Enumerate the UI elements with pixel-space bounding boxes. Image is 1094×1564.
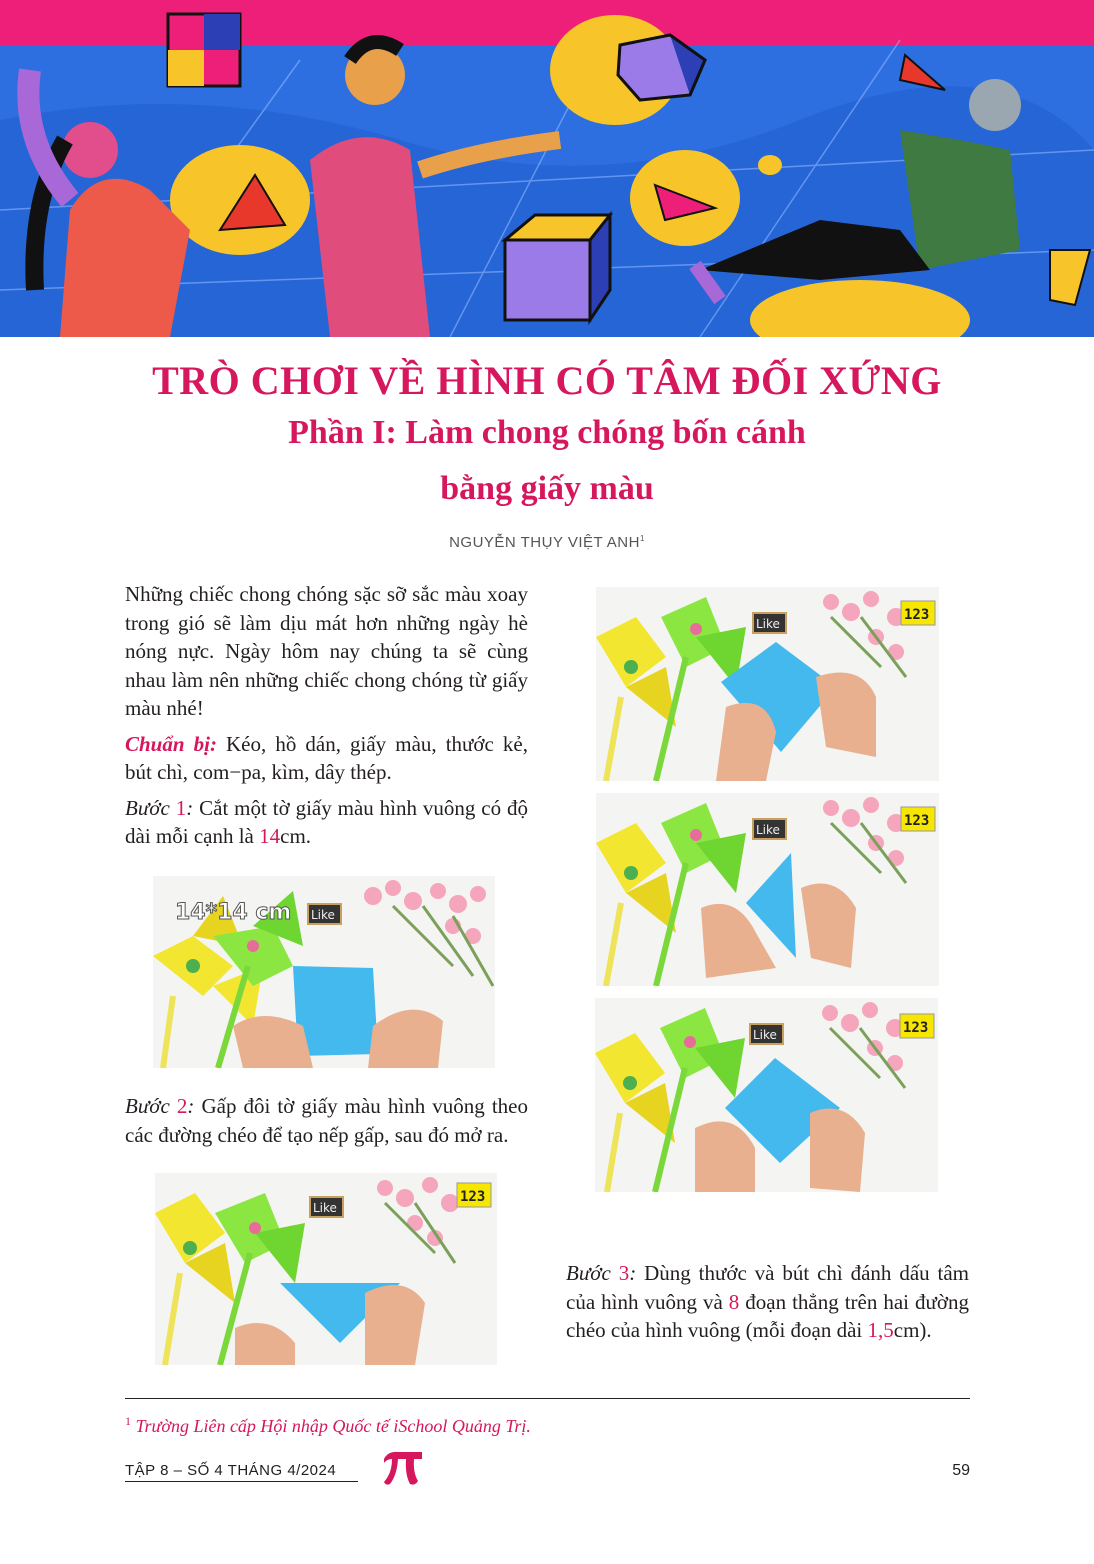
right-column-step3 xyxy=(566,1259,969,1352)
step3-text: Dùng thước và bút chì đánh dấu tâm của hình vuông và xyxy=(566,1261,970,1314)
step2-colon: : xyxy=(187,1094,195,1118)
issue-underline xyxy=(125,1481,358,1482)
photo-step1 xyxy=(153,876,495,1068)
step1-label: Bước xyxy=(125,795,170,820)
step1-paragraph xyxy=(125,794,528,851)
like-sign-text: Like xyxy=(313,1201,337,1215)
article-subtitle-line1: Phần I: Làm chong chóng bốn cánh xyxy=(288,414,806,451)
step3-highlight-count: 8 xyxy=(728,1289,740,1314)
like-sign-text: Like xyxy=(756,617,780,631)
step3-text-end: cm). xyxy=(893,1318,932,1342)
step3-highlight-length: 1,5 xyxy=(867,1318,894,1342)
intro-paragraph: Những chiếc chong chóng sặc sỡ sắc màu xoay trong gió sẽ làm dịu mát hơn những ngày hè nóng nực. Ngày hôm nay chúng ta sẽ cùng nhau làm nên những chiếc chong chóng từ giấy màu nhé! xyxy=(125,582,528,720)
size-label: 14*14 cm xyxy=(175,900,292,925)
step2-label: Bước xyxy=(125,1094,170,1118)
tag-label: 123 xyxy=(460,1189,486,1205)
tag-label: 123 xyxy=(904,607,930,623)
step1-number: 1 xyxy=(175,795,187,820)
step3-label: Bước xyxy=(566,1261,611,1285)
pi-logo xyxy=(380,1447,426,1487)
footnote-divider xyxy=(125,1398,970,1399)
left-column-top xyxy=(125,580,528,858)
step1-text: Cắt một tờ giấy màu hình vuông có độ dài mỗi cạnh là xyxy=(125,795,528,848)
like-sign-text: Like xyxy=(753,1028,777,1042)
footnote-text: Trường Liên cấp Hội nhập Quốc tế iSchool Quảng Trị. xyxy=(135,1416,531,1436)
step2-paragraph xyxy=(125,1092,528,1149)
author-byline xyxy=(0,534,1094,551)
issue-info: TẬP 8 – SỐ 4 THÁNG 4/2024 xyxy=(125,1462,337,1479)
author-name: NGUYỄN THỤY VIỆT ANH xyxy=(449,534,640,551)
tag-label: 123 xyxy=(903,1020,929,1036)
header-illustration xyxy=(0,0,1094,337)
step3-colon: : xyxy=(629,1261,637,1285)
step1-highlight: 14 xyxy=(259,824,281,848)
step1-colon: : xyxy=(186,795,194,820)
photo-step3-b xyxy=(596,793,939,986)
photo-step3-a xyxy=(596,587,939,781)
step3-paragraph xyxy=(566,1259,969,1345)
left-column-step2 xyxy=(125,1092,528,1156)
photo-step2 xyxy=(155,1173,497,1365)
prep-label: Chuẩn bị: xyxy=(125,731,217,756)
prep-text: Kéo, hồ dán, giấy màu, thước kẻ, bút chì, com−pa, kìm, dây thép. xyxy=(125,731,528,784)
step2-number: 2 xyxy=(176,1094,188,1118)
step1-text-end: cm. xyxy=(280,824,312,848)
like-sign-text: Like xyxy=(311,908,335,922)
article-subtitle-line2: bằng giấy màu xyxy=(440,470,654,507)
article-title: TRÒ CHƠI VỀ HÌNH CÓ TÂM ĐỐI XỨNG xyxy=(152,358,942,403)
step3-number: 3 xyxy=(618,1261,630,1285)
page-number: 59 xyxy=(952,1462,970,1479)
prep-paragraph xyxy=(125,730,528,787)
step3-text-mid: đoạn thẳng trên hai đường chéo của hình vuông (mỗi đoạn dài xyxy=(566,1289,969,1342)
photo-step3-c xyxy=(595,998,938,1192)
tag-label: 123 xyxy=(904,813,930,829)
step2-text: Gấp đôi tờ giấy màu hình vuông theo các đường chéo để tạo nếp gấp, sau đó mở ra. xyxy=(125,1094,529,1147)
like-sign-text: Like xyxy=(756,823,780,837)
footnote xyxy=(125,1414,531,1437)
footnote-mark: 1 xyxy=(125,1414,131,1428)
author-note-mark: 1 xyxy=(639,534,645,543)
